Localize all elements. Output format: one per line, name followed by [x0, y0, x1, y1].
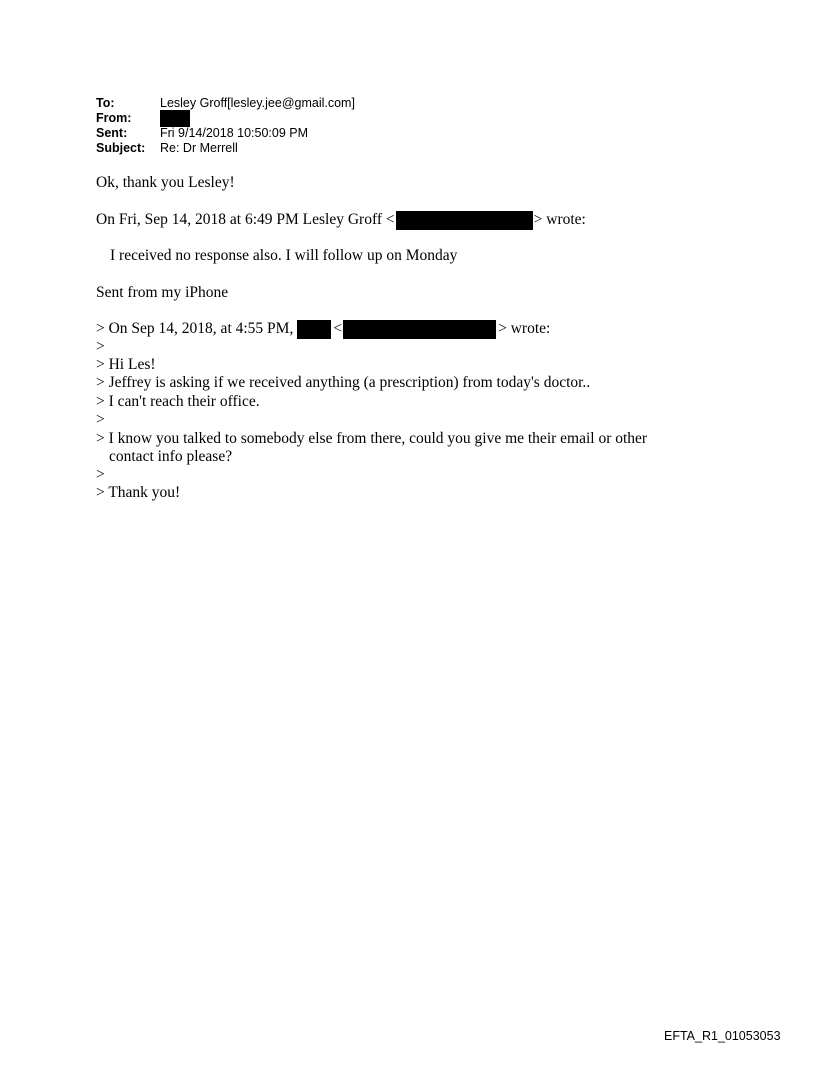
signature-text: Sent from my iPhone — [96, 284, 229, 301]
attribution-2-start: > On Sep 14, 2018, at 4:55 PM, — [96, 320, 294, 338]
quote-line-request-cont: contact info please? — [109, 448, 233, 465]
redaction-block — [297, 320, 331, 339]
quote-blank-line: > — [96, 411, 105, 428]
document-id: EFTA_R1_01053053 — [664, 1029, 781, 1043]
quoted-reply-text: I received no response also. I will follow up on Monday — [110, 247, 458, 264]
subject-label: Subject: — [96, 141, 146, 155]
to-label: To: — [96, 96, 115, 110]
to-value: Lesley Groff[lesley.jee@gmail.com] — [160, 96, 355, 110]
quote-blank-line: > — [96, 466, 105, 483]
header-sent-row — [96, 126, 355, 141]
attribution-2-mid: < — [333, 320, 343, 338]
attribution-2-end: > wrote: — [498, 320, 551, 338]
attribution-line-2 — [96, 320, 550, 339]
from-label: From: — [96, 111, 132, 125]
quote-line-greeting: > Hi Les! — [96, 356, 156, 373]
header-from-row — [96, 111, 355, 126]
quote-line-office: > I can't reach their office. — [96, 393, 260, 410]
header-subject-row — [96, 141, 355, 156]
quote-line-question: > Jeffrey is asking if we received anything (a prescription) from today's doctor.. — [96, 374, 591, 391]
header-to-row — [96, 96, 355, 111]
attribution-line-1 — [96, 211, 586, 230]
sent-value: Fri 9/14/2018 10:50:09 PM — [160, 126, 309, 140]
sent-label: Sent: — [96, 126, 128, 140]
attribution-1-start: On Fri, Sep 14, 2018 at 6:49 PM Lesley Groff < — [96, 211, 395, 229]
attribution-1-end: > wrote: — [533, 211, 586, 229]
quote-line-request: > I know you talked to somebody else from there, could you give me their email or other — [96, 430, 648, 447]
from-value — [160, 111, 190, 126]
email-header — [96, 96, 355, 156]
redaction-block — [396, 211, 533, 230]
redaction-block — [343, 320, 496, 339]
reply-text: Ok, thank you Lesley! — [96, 174, 235, 191]
quote-line-thanks: > Thank you! — [96, 484, 181, 501]
quote-blank-line: > — [96, 338, 105, 355]
subject-value: Re: Dr Merrell — [160, 141, 238, 155]
redaction-block — [160, 110, 190, 127]
